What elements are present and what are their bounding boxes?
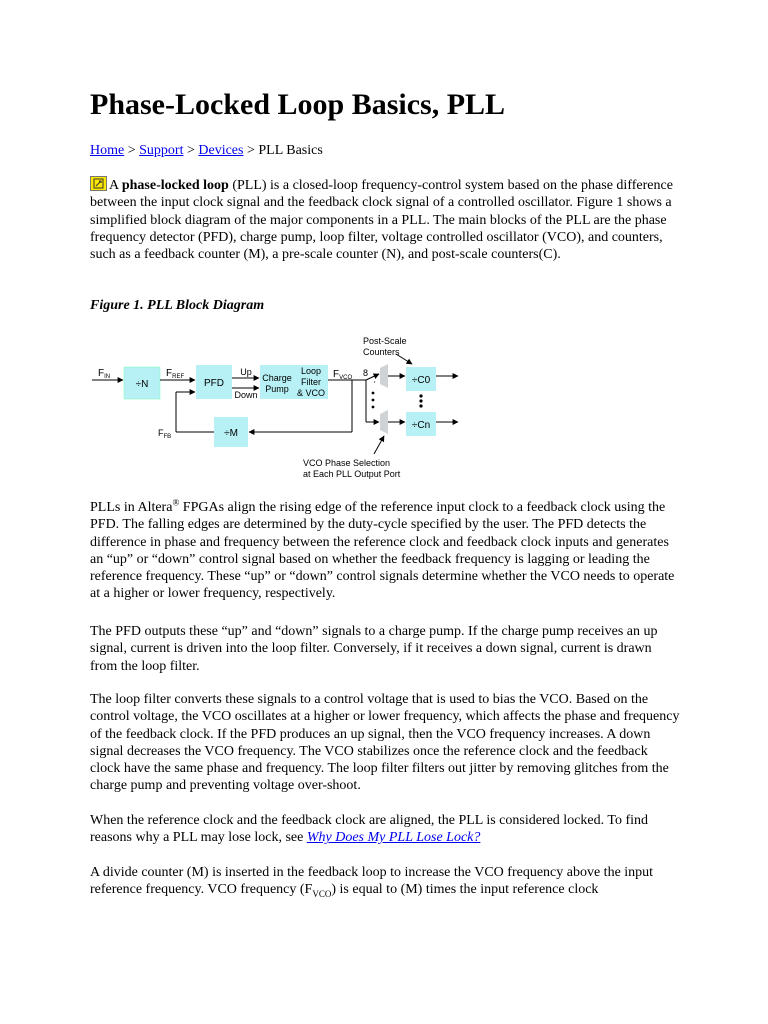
registered-mark: ® <box>172 497 180 508</box>
breadcrumb-separator: > <box>183 143 199 158</box>
p5-before: When the reference clock and the feedback clock are aligned, the PLL is considered locked. To find reasons why a PLL may lose lock, see <box>90 813 648 846</box>
vco-label: & VCO <box>296 388 326 398</box>
filter-label: Filter <box>301 377 321 387</box>
fref-label: $F_{REF}$ <box>166 368 185 380</box>
breadcrumb-separator: > <box>124 143 140 158</box>
ellipsis-dot <box>419 394 422 397</box>
charge-label: Charge <box>262 373 292 383</box>
breadcrumb-support-link[interactable]: Support <box>139 143 184 158</box>
paragraph-divide-counter <box>90 864 680 899</box>
p6-before: A divide counter (M) is inserted in the feedback loop to increase the VCO frequency above the input reference frequency. VCO frequency (F <box>90 865 654 898</box>
pfd-label: PFD <box>204 378 224 389</box>
paragraph-altera <box>90 499 680 603</box>
breadcrumb <box>90 143 323 159</box>
pump-label: Pump <box>265 384 289 394</box>
up-label: Up <box>240 367 252 377</box>
note-icon[interactable] <box>90 176 107 191</box>
lose-lock-link[interactable]: Why Does My PLL Lose Lock? <box>306 830 481 846</box>
cn-label: ÷Cn <box>411 420 431 431</box>
down-label: Down <box>234 390 258 400</box>
breadcrumb-devices-link[interactable]: Devices <box>198 143 244 158</box>
paragraph-locked <box>90 812 680 847</box>
post-scale-label-2: Counters <box>363 347 400 357</box>
pll-block-diagram <box>90 330 470 485</box>
ellipsis-dot <box>372 399 375 402</box>
figure-caption: Figure 1. PLL Block Diagram <box>90 298 265 313</box>
ellipsis-dot <box>419 404 422 407</box>
fvco-label: $F_{VCO}$ <box>333 369 353 381</box>
fin-label: $F_{IN}$ <box>98 368 111 380</box>
breadcrumb-home-link[interactable]: Home <box>90 143 125 158</box>
ellipsis-dot <box>372 406 375 409</box>
paragraph-loop-filter: The loop filter converts these signals to a control voltage that is used to bias the VCO. Based on the control voltage, the VCO oscillates at a higher or lower frequency, which affects the phase and frequency of the feedback clock. If the PFD produces an up signal, then the VCO frequency increases. A down signal decreases the VCO frequency. The VCO stabilizes once the reference clock and the feedback clock have the same phase and frequency. The loop filter filters out jitter by removing glitches from the charge pump and preventing voltage over-shoot. <box>90 692 680 794</box>
vco-phase-callout <box>374 436 384 454</box>
paragraph-charge-pump: The PFD outputs these “up” and “down” signals to a charge pump. If the charge pump receives an up signal, current is driven into the loop filter. Conversely, if it receives a down signal, current is drawn from the loop filter. <box>90 624 658 674</box>
ffb-label: $F_{FB}$ <box>158 428 172 440</box>
c0-label: ÷C0 <box>411 375 431 386</box>
vco-phase-label-1: VCO Phase Selection <box>303 458 391 468</box>
p2-after: FPGAs align the rising edge of the reference input clock to a feedback clock using the PFD. The falling edges are determined by the duty-cycle specified by the user. The PFD detects the difference in phase and frequency between the reference clock and feedback clock inputs and generates an “up” or “down” control signal based on whether the feedback frequency is lagging or leading the reference frequency. These “up” or “down” control signals determine whether the VCO needs to operate at a higher or lower frequency, respectively. <box>90 500 675 602</box>
bus-width-label: 8 <box>363 368 369 378</box>
post-scale-label-1: Post-Scale <box>363 336 407 346</box>
n-block-label: ÷N <box>135 379 149 390</box>
m-block-label: ÷M <box>224 428 238 439</box>
p2-before: PLLs in Altera <box>90 500 173 515</box>
intro-paragraph <box>90 176 680 263</box>
mux-bottom <box>380 410 388 434</box>
page-title: Phase-Locked Loop Basics, PLL <box>90 88 506 121</box>
intro-prefix: A <box>109 178 122 193</box>
p6-after: ) is equal to (M) times the input reference clock <box>331 882 599 898</box>
intro-text: (PLL) is a closed-loop frequency-control system based on the phase difference between the input clock signal and the feedback clock signal of a controlled oscillator. Figure 1 shows a simplified block diagram of the major components in a PLL. The main blocks of the PLL are the phase frequency detector (PFD), charge pump, loop filter, voltage controlled oscillator (VCO), and counters, such as a feedback counter (M), a pre-scale counter (N), and post-scale counters(C). <box>90 178 673 263</box>
mux-top <box>380 364 388 388</box>
intro-term: phase-locked loop <box>121 178 229 193</box>
vco-subscript: VCO <box>312 889 332 900</box>
breadcrumb-separator: > <box>243 143 259 158</box>
ellipsis-dot <box>372 392 375 395</box>
loop-label: Loop <box>300 366 322 376</box>
vco-phase-label-2: at Each PLL Output Port <box>303 469 401 479</box>
breadcrumb-current: PLL Basics <box>258 143 323 158</box>
ellipsis-dot <box>419 399 422 402</box>
